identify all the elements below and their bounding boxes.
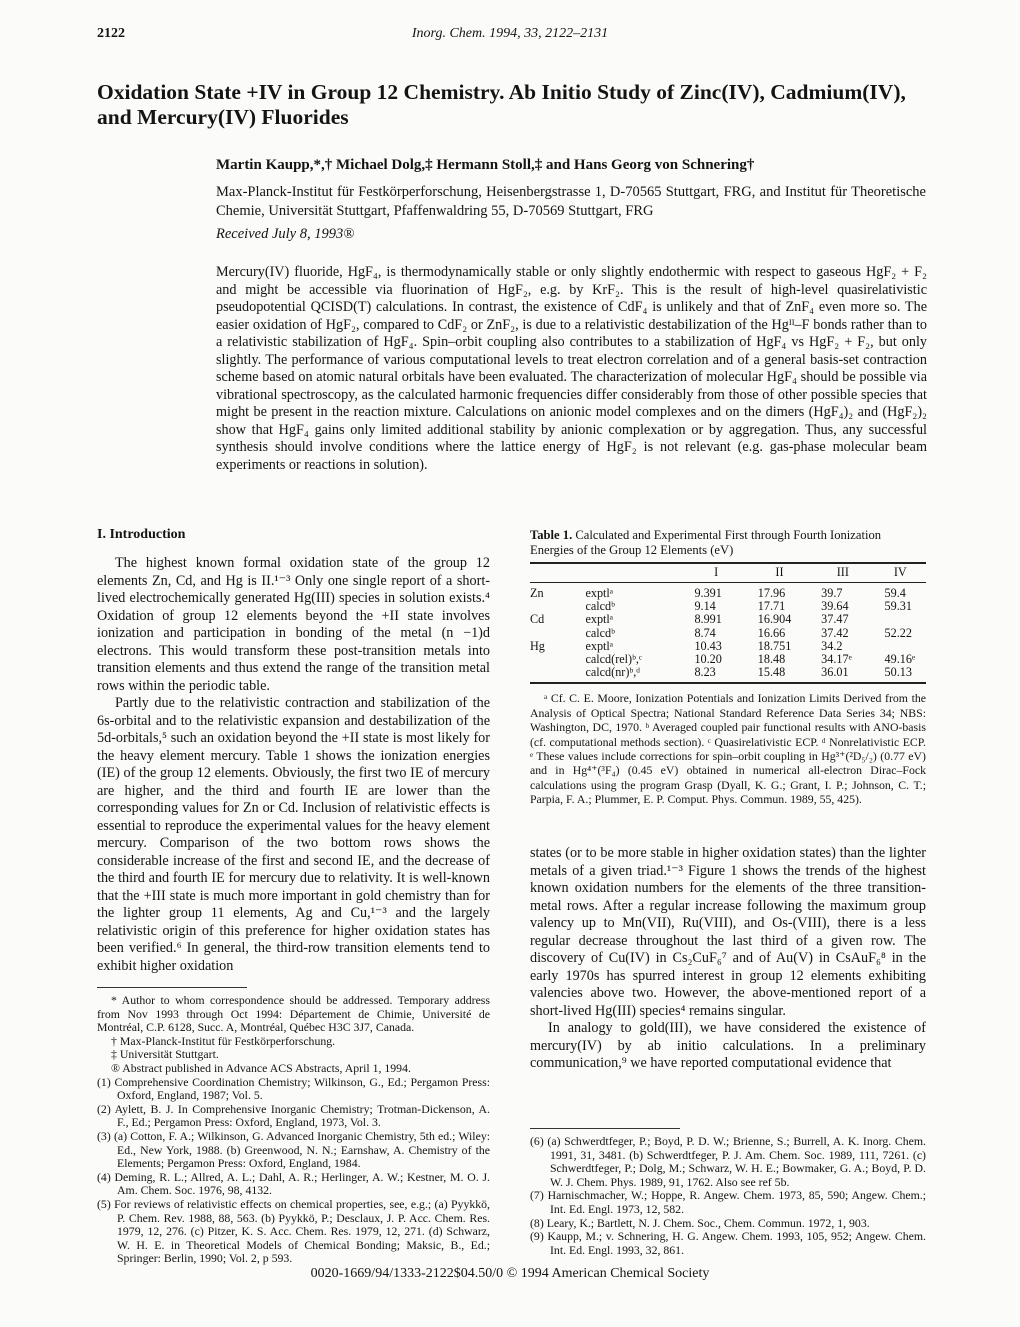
footnote-divider	[97, 987, 247, 988]
abstract: Mercury(IV) fluoride, HgF₄, is thermodynamically stable or only slightly endothermic with respect to gaseous HgF₂ + F₂ and might be accessible via fluorination of HgF₂, e.g. by KrF₂. This is the result of high-level quasirelativistic pseudopotential QCISD(T) calculations. In contrast, the existence of CdF₄ is unlikely and that of ZnF₄ even more so. The easier oxidation of HgF₂, compared to CdF₂ or ZnF₂, is due to a relativistic destabilization of the Hgᴵᴵ–F bonds rather than to a relativistic stabilization of HgF₄. Spin–orbit coupling also contributes to a stabilization of HgF₄ vs HgF₂ + F₂, but only slightly. The performance of various computational levels to treat electron correlation and of a general basis-set contraction scheme based on atomic natural orbitals have been evaluated. The characterization of molecular HgF₄ should be possible via vibrational spectroscopy, as the calculated harmonic frequencies differ considerably from those of other possible species that might be present in the reaction mixture. Calculations on anionic model complexes and on the dimers (HgF₄)₂ and (HgF₂)₂ show that HgF₄ gains only limited additional stability by anionic complexation or by aggregation. Thus, any successful synthesis should involve conditions where the lattice energy of HgF₂ is not relevant (e.g. gas-phase molecular beam experiments or reactions in solution).	[216, 264, 927, 474]
value-cell: 8.23	[694, 665, 716, 680]
table-row	[530, 666, 926, 683]
element-cell	[530, 627, 585, 640]
body-paragraph-continued: states (or to be more stable in higher oxidation states) than the lighter metals of a given triad.¹⁻³ Figure 1 shows the trends of the highest known oxidation numbers for the elements of the three transition-metal rows. After a regular increase following the maximum group valency up to Mn(VII), Ru(VIII), and Os-(VIII), there is a less regular decrease throughout the last third of a given row. The discovery of Cu(IV) in Cs₂CuF₆⁷ and of Au(V) in CsAuF₆⁸ in the early 1970s has spurred interest in group 12 elements exhibiting valencies above two. However, the above-mentioned report of a short-lived Hg(III) species⁴ remains singular.	[530, 845, 926, 1019]
value-cell: 50.13	[884, 665, 912, 680]
page-number: 2122	[97, 26, 125, 41]
table-header-cell: IV	[893, 565, 907, 579]
reference-item: (4) Deming, R. L.; Allred, A. L.; Dahl, A. R.; Herlinger, A. W.; Kestner, M. O. J. Am. Chem. Soc. 1976, 98, 4132.	[97, 1169, 490, 1198]
value-cell: 9.391	[694, 586, 722, 600]
reference-item: (2) Aylett, B. J. In Comprehensive Inorganic Chemistry; Trotman-Dickenson, A. F., Ed.; Pergamon Press: Oxford, England, 1973, Vol. 3.	[97, 1101, 490, 1130]
reference-item: (1) Comprehensive Coordination Chemistry; Wilkinson, G., Ed.; Pergamon Press: Oxford, England, 1987; Vol. 5.	[97, 1074, 490, 1103]
value-cell: 16.904	[757, 612, 792, 627]
footnote-item: * Author to whom correspondence should be addressed. Temporary address from Nov 1993 through Oct 1994: Département de Chimie, Université de Montréal, C.P. 6128, Succ. A, Montréal, Québec H3C 3J7, Canada.	[97, 993, 490, 1035]
received-date: Received July 8, 1993®	[216, 226, 355, 242]
method-cell: exptlᵃ	[585, 586, 614, 600]
value-cell: 39.7	[821, 586, 843, 600]
ionization-energy-table	[530, 562, 926, 684]
value-cell: 9.14	[694, 599, 716, 614]
element-cell: Hg	[530, 638, 545, 653]
value-cell: 49.16ᵉ	[884, 652, 916, 667]
method-cell: exptlᵃ	[585, 612, 614, 627]
table-row	[530, 613, 926, 626]
reference-item: (3) (a) Cotton, F. A.; Wilkinson, G. Advanced Inorganic Chemistry, 5th ed.; Wiley: Ed., New York, 1988. (b) Greenwood, N. N.; Earnshaw, A. Chemistry of the Elements; Pergamon Press: Oxford, England, 1984.	[97, 1128, 490, 1171]
value-cell	[875, 613, 926, 626]
journal-reference: Inorg. Chem. 1994, 33, 2122–2131	[411, 26, 609, 41]
table-header-cell: III	[836, 565, 849, 579]
value-cell: 8.74	[694, 625, 716, 640]
value-cell: 34.2	[821, 638, 843, 653]
value-cell: 16.66	[757, 625, 786, 640]
element-cell: Zn	[530, 586, 544, 600]
reference-item: (6) (a) Schwerdtfeger, P.; Boyd, P. D. W.; Brienne, S.; Burrell, A. K. Inorg. Chem. 1991, 31, 3481. (b) Schwerdtfeger, P. J. Am. Chem. Soc. 1989, 111, 7261. (c) Schwerdtfeger, P.; Dolg, M.; Schwarz, W. H. E.; Bowmaker, G. A.; Boyd, P. D. W. J. Chem. Phys. 1989, 91, 1762. Also see ref 5b.	[530, 1134, 926, 1189]
value-cell: 17.71	[757, 599, 786, 614]
right-column-body	[530, 845, 926, 1073]
method-cell: calcdᵇ	[585, 625, 615, 640]
value-cell: 10.43	[694, 638, 722, 653]
footnotes-right	[530, 1135, 926, 1257]
value-cell: 59.4	[884, 586, 906, 600]
method-cell: calcdᵇ	[585, 599, 615, 614]
page-footer: 0020-1669/94/1333-2122$04.50/0 © 1994 American Chemical Society	[310, 1266, 710, 1281]
table-row	[530, 583, 926, 601]
affiliation: Max-Planck-Institut für Festkörperforschung, Heisenbergstrasse 1, D-70565 Stuttgart, FRG, and Institut für Theoretische Chemie, Universität Stuttgart, Pfaffenwaldring 55, D-70569 Stuttgart, FRG	[216, 184, 926, 219]
intro-paragraph-1: The highest known formal oxidation state of the group 12 elements Zn, Cd, and Hg is II.¹⁻³ Only one single report of a short-lived electrochemically generated Hg(III) species in solution exists.⁴ Oxidation of group 12 elements beyond the +II state involves ionization and participation in bonding of the metal (n −1)d electrons. This would transform these post-transition metals into transition elements and thus extend the range of the transition metal rows within the periodic table.	[97, 555, 490, 694]
value-cell: 15.48	[757, 665, 786, 680]
footnote-item: † Max-Planck-Institut für Festkörperforschung.	[111, 1033, 336, 1048]
section-heading-introduction: I. Introduction	[97, 527, 186, 542]
table-header-row	[530, 563, 926, 583]
value-cell: 52.22	[884, 625, 912, 640]
table-header-cell	[585, 563, 684, 583]
intro-paragraph-2: Partly due to the relativistic contraction and stabilization of the 6s-orbital and to the relativistic expansion and destabilization of the 5d-orbitals,⁵ such an oxidation beyond the +II state is most likely for the heavy element mercury. Table 1 shows the ionization energies (IE) of the group 12 elements. Obviously, the first two IE of mercury are higher, and the third and fourth IE are lower than the corresponding values for Zn or Cd. Inclusion of relativistic effects is essential to reproduce the experimental values for the heavy element mercury. Comparison of the two bottom rows shows the considerable increase of the first and second IE, and the decrease of the third and fourth IE for mercury due to relativity. It is well-known that the +III state is much more important in gold chemistry than for the lighter group 11 elements, Ag and Cu,¹⁻³ and the largely relativistic origin of this preference for higher oxidation states has been verified.⁶ In general, the third-row transition elements tend to exhibit higher oxidation	[97, 695, 490, 974]
article-title: Oxidation State +IV in Group 12 Chemistry. Ab Initio Study of Zinc(IV), Cadmium(IV), and Mercury(IV) Fluorides	[97, 80, 906, 129]
element-cell	[530, 666, 585, 683]
reference-item: (5) For reviews of relativistic effects on chemical properties, see, e.g.; (a) Pyykkö, P. Chem. Rev. 1988, 88, 563. (b) Pyykkö, P.; Desclaux, J. P. Acc. Chem. Res. 1979, 12, 276. (c) Pitzer, K. S. Acc. Chem. Res. 1979, 12, 271. (d) Schwarz, W. H. E. in Theoretical Models of Chemical Bonding; Maksic, B., Ed.; Springer: Berlin, 1990; Vol. 2, p 593.	[97, 1196, 490, 1266]
element-cell	[530, 653, 585, 666]
body-paragraph: In analogy to gold(III), we have considered the existence of mercury(IV) by ab initio calculations. In a preliminary communication,⁹ we have reported computational evidence that	[530, 1020, 926, 1071]
value-cell: 37.47	[821, 612, 849, 627]
method-cell: exptlᵃ	[585, 638, 614, 653]
footnotes-left	[97, 994, 490, 1266]
table-header-cell: II	[775, 565, 784, 579]
table-header-cell	[530, 563, 585, 583]
value-cell: 18.48	[757, 652, 786, 667]
reference-item: (9) Kaupp, M.; v. Schnering, H. G. Angew. Chem. 1993, 105, 952; Angew. Chem. Int. Ed. Engl. 1993, 32, 861.	[530, 1229, 926, 1257]
method-cell: calcd(rel)ᵇ,ᶜ	[585, 652, 643, 667]
author-list: Martin Kaupp,*,† Michael Dolg,‡ Hermann Stoll,‡ and Hans Georg von Schnering†	[216, 157, 755, 173]
table-caption-label: Table 1.	[530, 528, 573, 542]
table-row	[530, 627, 926, 640]
value-cell: 59.31	[884, 599, 912, 614]
value-cell: 36.01	[821, 665, 849, 680]
value-cell: 39.64	[821, 599, 849, 614]
reference-item: (8) Leary, K.; Bartlett, N. J. Chem. Soc., Chem. Commun. 1972, 1, 903.	[530, 1215, 870, 1230]
element-cell: Cd	[530, 612, 545, 627]
method-cell: calcd(nr)ᵇ,ᵈ	[585, 665, 641, 680]
footnote-item: ‡ Universität Stuttgart.	[111, 1047, 219, 1062]
table-1	[530, 528, 926, 807]
introduction-body	[97, 555, 490, 975]
value-cell: 10.20	[694, 652, 722, 667]
value-cell: 34.17ᵉ	[821, 652, 852, 667]
footnote-item: ® Abstract published in Advance ACS Abstracts, April 1, 1994.	[111, 1060, 411, 1075]
value-cell: 8.991	[694, 612, 722, 627]
footnote-divider-right	[530, 1128, 680, 1129]
reference-item: (7) Harnischmacher, W.; Hoppe, R. Angew. Chem. 1973, 85, 590; Angew. Chem.; Int. Ed. Engl. 1973, 12, 582.	[530, 1188, 926, 1216]
value-cell: 17.96	[757, 586, 786, 600]
table-caption	[530, 528, 926, 558]
table-footnotes: ᵃ Cf. C. E. Moore, Ionization Potentials and Ionization Limits Derived from the Analysis of Optical Spectra; National Standard Reference Data Series 34; NBS: Washington, DC, 1970. ᵇ Averaged coupled pair functional results with ANO-basis (cf. computational methods section). ᶜ Quasirelativistic ECP. ᵈ Nonrelativistic ECP. ᵉ These values include corrections for spin–orbit coupling in Hg³⁺(²D₅/₂) (0.77 eV) and in Hg⁴⁺(³F₄) (0.45 eV) obtained in numerical all-electron Dirac–Fock calculations using the program Grasp (Dyall, K. G.; Grant, I. P.; Johnson, C. T.; Parpia, F. A.; Plummer, E. P. Comput. Phys. Commun. 1989, 55, 425).	[530, 691, 926, 807]
table-caption-text: Calculated and Experimental First through Fourth Ionization Energies of the Group 12 Elements (eV)	[530, 528, 882, 557]
value-cell: 37.42	[821, 625, 849, 640]
table-header-cell: I	[714, 565, 719, 579]
value-cell: 18.751	[757, 638, 792, 653]
